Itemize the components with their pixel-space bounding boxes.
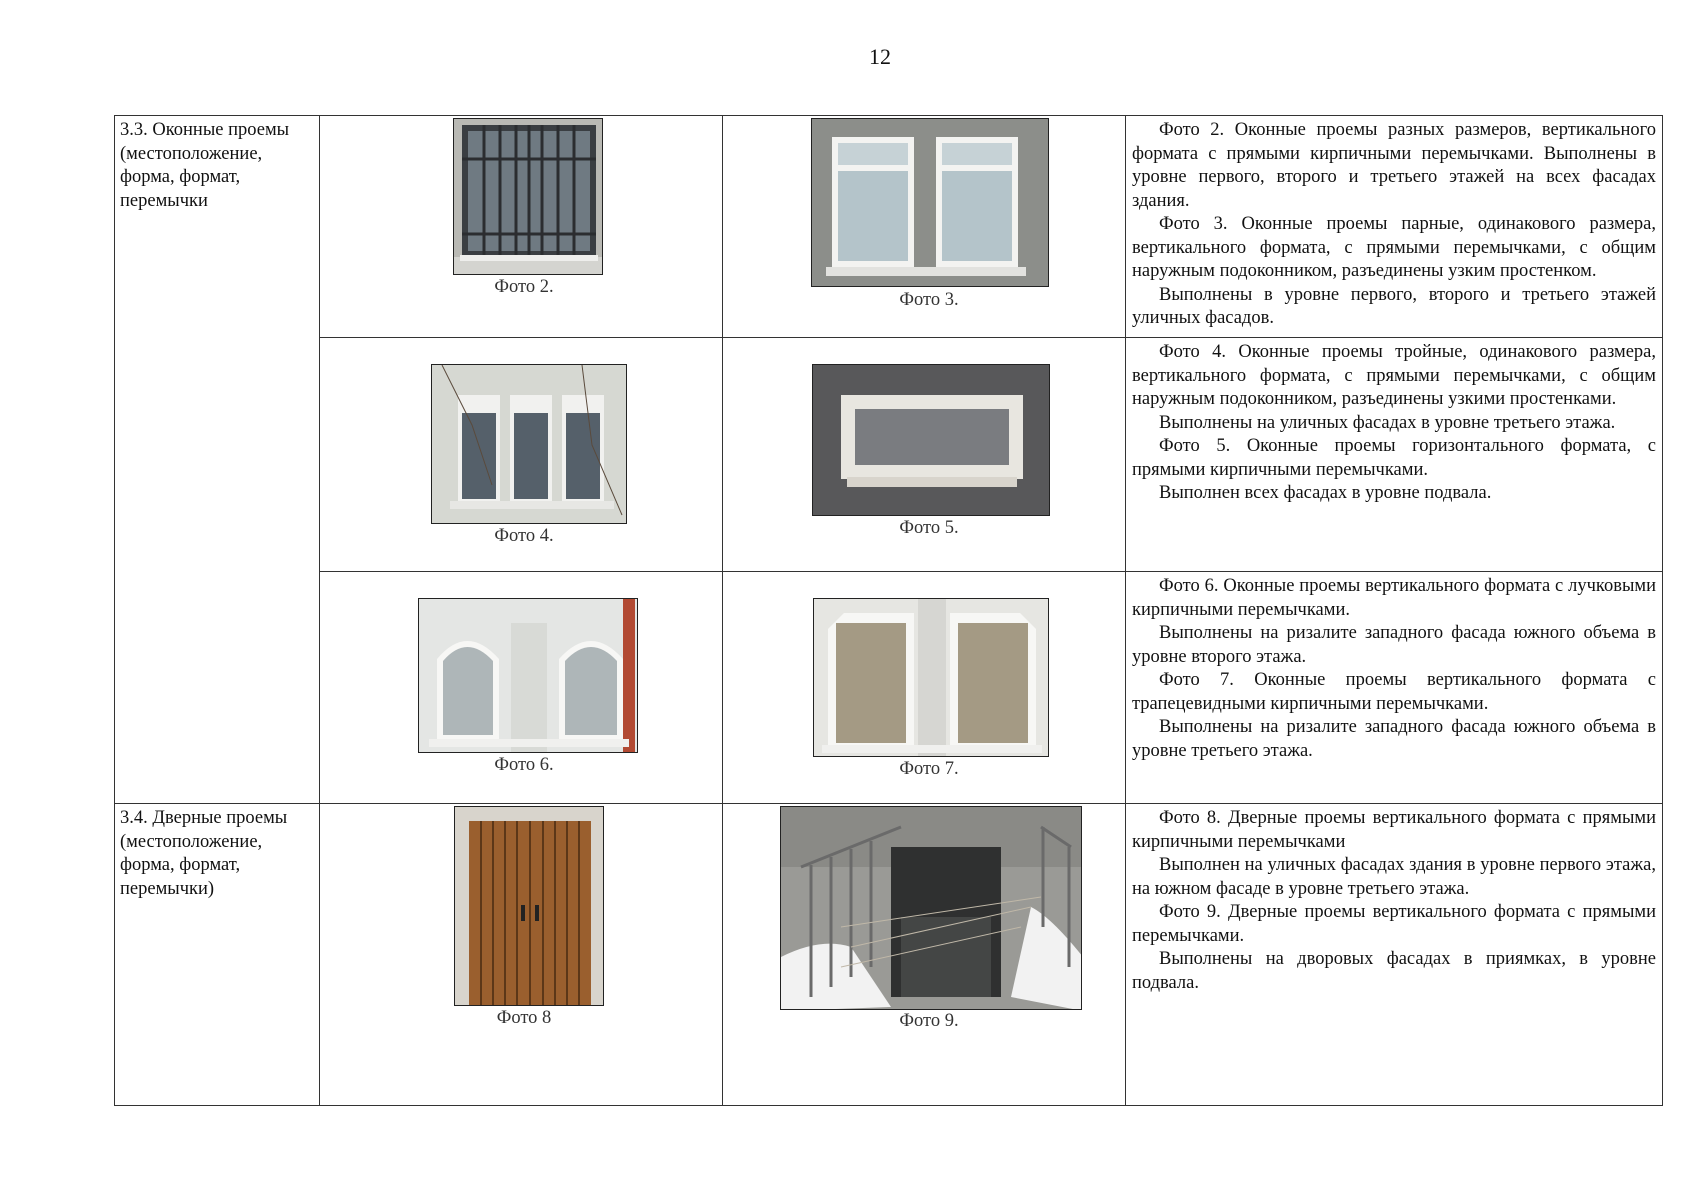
category-cell (115, 804, 320, 1106)
photo-cell (723, 804, 1126, 1106)
photo-cell (723, 116, 1126, 338)
photo-double-window (811, 118, 1049, 287)
photo-caption: Фото 3. (899, 290, 959, 310)
photo-wooden-door (454, 806, 604, 1006)
photo-cell (320, 338, 723, 572)
table-row (115, 116, 1663, 338)
category-label: 3.3. Оконные проемы (местоположение, форма, формат, перемычки (120, 120, 290, 211)
description-paragraph: Выполнены в уровне первого, второго и третьего этажей уличных фасадов. (1132, 284, 1656, 328)
photo-basement-entrance (780, 806, 1082, 1010)
table-row (115, 804, 1663, 1106)
photo-cell (723, 572, 1126, 804)
photo-triple-window (431, 364, 627, 524)
description-paragraph: Выполнены на ризалите западного фасада южного объема в уровне третьего этажа. (1132, 717, 1656, 761)
description-paragraph: Фото 6. Оконные проемы вертикального формата с лучковыми кирпичными перемычками. (1132, 576, 1656, 620)
description-paragraph: Выполнен на уличных фасадах здания в уровне первого этажа, на южном фасаде в уровне третьего этажа. (1132, 855, 1656, 899)
page-number: 12 (869, 44, 891, 69)
description-text (1126, 804, 1662, 998)
photo-caption: Фото 7. (899, 759, 959, 779)
photo-cell (723, 338, 1126, 572)
photo-caption: Фото 8 (496, 1008, 552, 1028)
description-paragraph: Фото 5. Оконные проемы горизонтального формата, с прямыми кирпичными перемычками. (1132, 436, 1656, 480)
description-text (1126, 116, 1662, 334)
description-paragraph: Фото 9. Дверные проемы вертикального формата с прямыми перемычками. (1132, 902, 1656, 946)
photo-caption: Фото 4. (494, 526, 554, 546)
category-label: 3.4. Дверные проемы (местоположение, форма, формат, перемычки) (120, 808, 288, 899)
description-text (1126, 572, 1662, 766)
photo-cell (320, 804, 723, 1106)
photo-cell (320, 572, 723, 804)
photo-caption: Фото 5. (899, 518, 959, 538)
description-paragraph: Выполнены на уличных фасадах в уровне третьего этажа. (1159, 412, 1616, 433)
category-cell (115, 116, 320, 804)
table-row (115, 338, 1663, 572)
photo-cell (320, 116, 723, 338)
photo-caption: Фото 9. (899, 1011, 959, 1031)
description-paragraph: Фото 2. Оконные проемы разных размеров, вертикального формата с прямыми кирпичными перемычками. Выполнены в уровне первого, второго и третьего этажей на всех фасадах здания. (1132, 120, 1656, 211)
facade-elements-table (114, 115, 1663, 1106)
photo-basement-window (812, 364, 1050, 516)
photo-caption: Фото 6. (494, 755, 554, 775)
description-text (1126, 338, 1662, 509)
table-row (115, 572, 1663, 804)
description-cell (1126, 572, 1663, 804)
photo-trapezoid-windows (813, 598, 1049, 757)
description-cell (1126, 116, 1663, 338)
photo-caption: Фото 2. (494, 277, 554, 297)
description-paragraph: Фото 8. Дверные проемы вертикального формата с прямыми кирпичными перемычками (1132, 808, 1656, 852)
description-paragraph: Выполнены на ризалите западного фасада южного объема в уровне второго этажа. (1132, 623, 1656, 667)
description-paragraph: Выполнены на дворовых фасадах в приямках, в уровне подвала. (1132, 949, 1656, 993)
description-paragraph: Выполнен всех фасадах в уровне подвала. (1159, 483, 1492, 503)
description-paragraph: Фото 4. Оконные проемы тройные, одинакового размера, вертикального формата, с прямыми перемычками, с общим наружным подоконником, разъединены узкими простенками. (1132, 342, 1656, 409)
description-paragraph: Фото 7. Оконные проемы вертикального формата с трапецевидными кирпичными перемычками. (1132, 670, 1656, 714)
photo-arched-windows (418, 598, 638, 753)
photo-window-grille (453, 118, 603, 275)
description-cell (1126, 804, 1663, 1106)
description-paragraph: Фото 3. Оконные проемы парные, одинакового размера, вертикального формата, с прямыми перемычками, с общим наружным подоконником, разъединены узким простенком. (1132, 214, 1656, 281)
description-cell (1126, 338, 1663, 572)
